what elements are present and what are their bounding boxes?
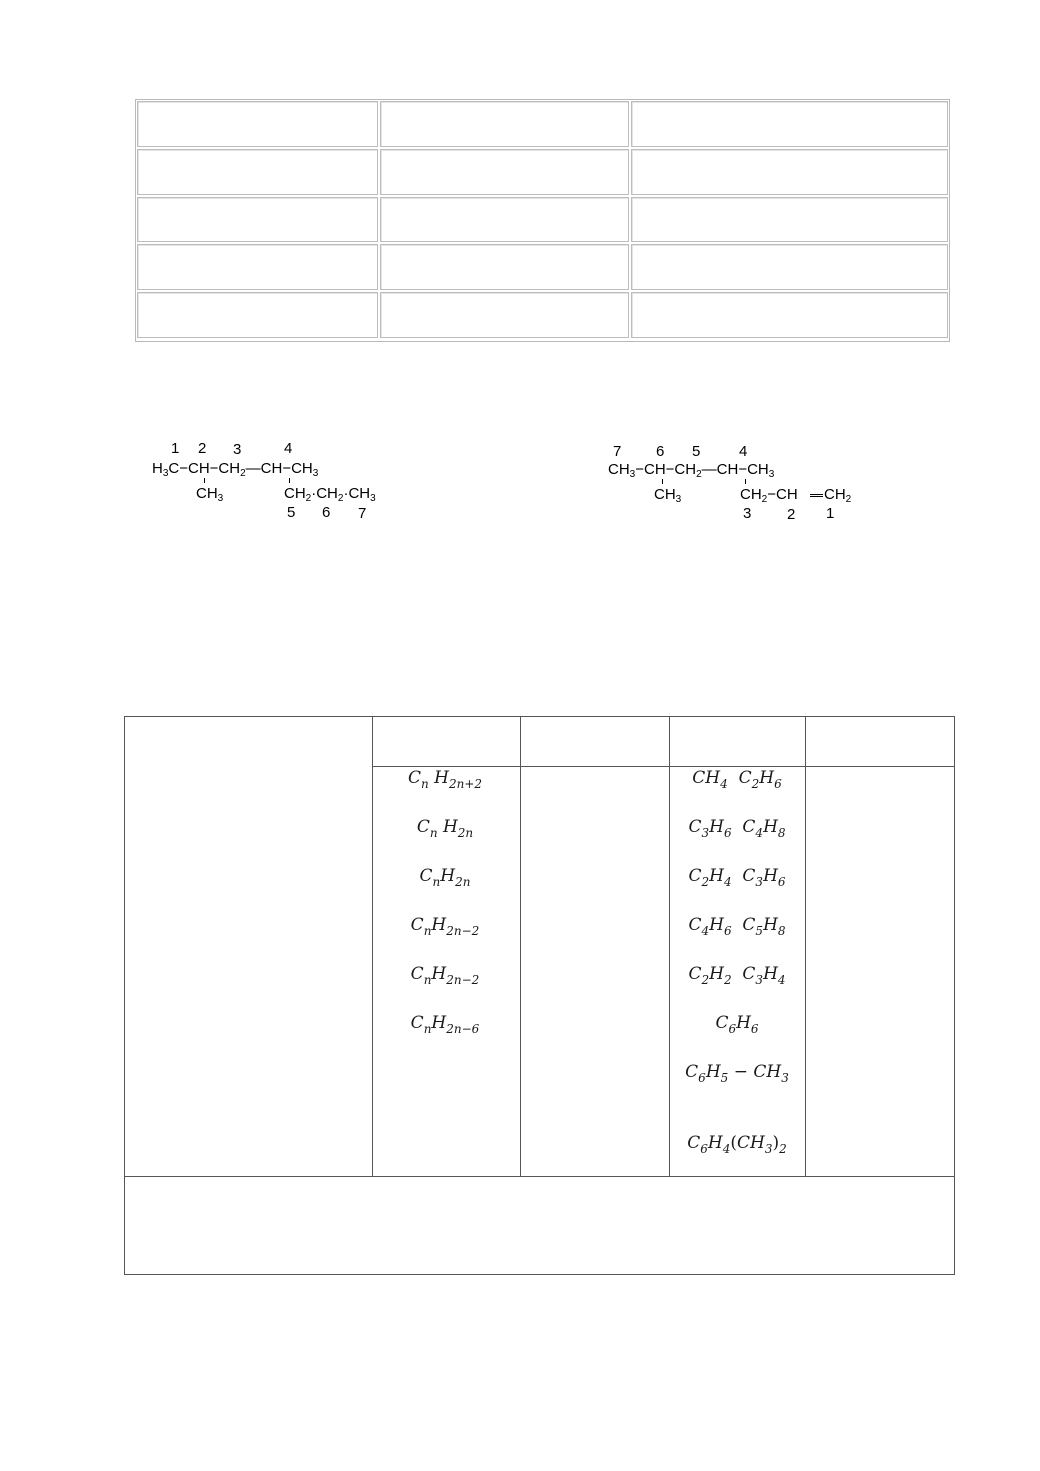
empty-table-grid xyxy=(137,101,948,340)
example-formula: $C_2H_4$ $C_3H_6$ xyxy=(688,866,786,889)
table-cell xyxy=(631,292,948,338)
structure-formula-right xyxy=(606,441,876,531)
carbon-number: 3 xyxy=(233,441,242,458)
table-cell xyxy=(380,244,629,290)
double-bond xyxy=(810,494,823,497)
general-formula-alkane: $C_n$ $H_{2n+2}$ xyxy=(407,768,483,791)
table-cell xyxy=(631,197,948,242)
table-cell xyxy=(137,149,378,195)
carbon-number: 4 xyxy=(284,440,293,457)
table-cell xyxy=(380,101,629,147)
table-cell xyxy=(137,244,378,290)
example-formula: $C_6H_6$ xyxy=(715,1013,759,1036)
branch-allyl-end: $CH_2$ xyxy=(824,486,852,505)
table-cell xyxy=(137,292,378,338)
example-formula: $C_2H_2$ $C_3H_4$ xyxy=(688,964,786,987)
carbon-number: 6 xyxy=(656,443,665,460)
carbon-number: 1 xyxy=(826,505,835,522)
hydrocarbon-table xyxy=(124,716,955,1275)
general-formula-cycloalkane: $C_n$ $H_{2n}$ xyxy=(416,817,474,840)
bond-tick xyxy=(204,478,205,483)
empty-table-top xyxy=(135,99,950,342)
table-cell xyxy=(380,292,629,338)
table-cell xyxy=(631,101,948,147)
column-divider xyxy=(520,717,521,1177)
table-cell xyxy=(137,101,378,147)
table-cell xyxy=(137,197,378,242)
header-divider xyxy=(373,766,954,767)
example-formula: $C_6H_4(CH_3)_2$ xyxy=(687,1133,787,1156)
bond-tick xyxy=(745,479,746,484)
general-formula-alkene: $C_nH_{2n}$ xyxy=(419,866,471,889)
carbon-number: 4 xyxy=(739,443,748,460)
carbon-number: 5 xyxy=(287,504,296,521)
carbon-number: 7 xyxy=(358,505,367,522)
row-divider xyxy=(125,1176,954,1177)
carbon-number: 5 xyxy=(692,443,701,460)
column-divider xyxy=(805,717,806,1177)
table-cell xyxy=(631,149,948,195)
main-chain: $H_3C-CH-CH_2—CH-CH_3$ xyxy=(152,460,319,479)
carbon-number: 1 xyxy=(171,440,180,457)
general-formula-alkadiene: $C_nH_{2n-2}$ xyxy=(410,915,480,938)
bond-tick xyxy=(289,478,290,483)
branch-allyl: $CH_2-CH$ xyxy=(740,486,798,505)
carbon-number: 2 xyxy=(198,440,207,457)
example-formula: $C_6H_5 - CH_3$ xyxy=(685,1062,789,1085)
main-chain: $CH_3-CH-CH_2—CH-CH_3$ xyxy=(608,461,775,480)
branch-propyl: $CH_2\cdot CH_2\cdot CH_3$ xyxy=(284,485,376,504)
carbon-number: 7 xyxy=(613,443,622,460)
carbon-number: 2 xyxy=(787,506,796,523)
column-divider xyxy=(372,717,373,1177)
general-formula-arene: $C_nH_{2n-6}$ xyxy=(410,1013,480,1036)
branch-methyl: $CH_3$ xyxy=(196,485,224,504)
carbon-number: 3 xyxy=(743,505,752,522)
general-formula-alkyne: $C_nH_{2n-2}$ xyxy=(410,964,480,987)
example-formula: $C_4H_6$ $C_5H_8$ xyxy=(688,915,786,938)
table-cell xyxy=(380,197,629,242)
table-cell xyxy=(631,244,948,290)
table-cell xyxy=(380,149,629,195)
example-formula: $CH_4$ $C_2H_6$ xyxy=(692,768,782,791)
bond-tick xyxy=(662,479,663,484)
carbon-number: 6 xyxy=(322,504,331,521)
branch-methyl: $CH_3$ xyxy=(654,486,682,505)
structure-formula-left xyxy=(150,438,410,528)
example-formula: $C_3H_6$ $C_4H_8$ xyxy=(688,817,786,840)
